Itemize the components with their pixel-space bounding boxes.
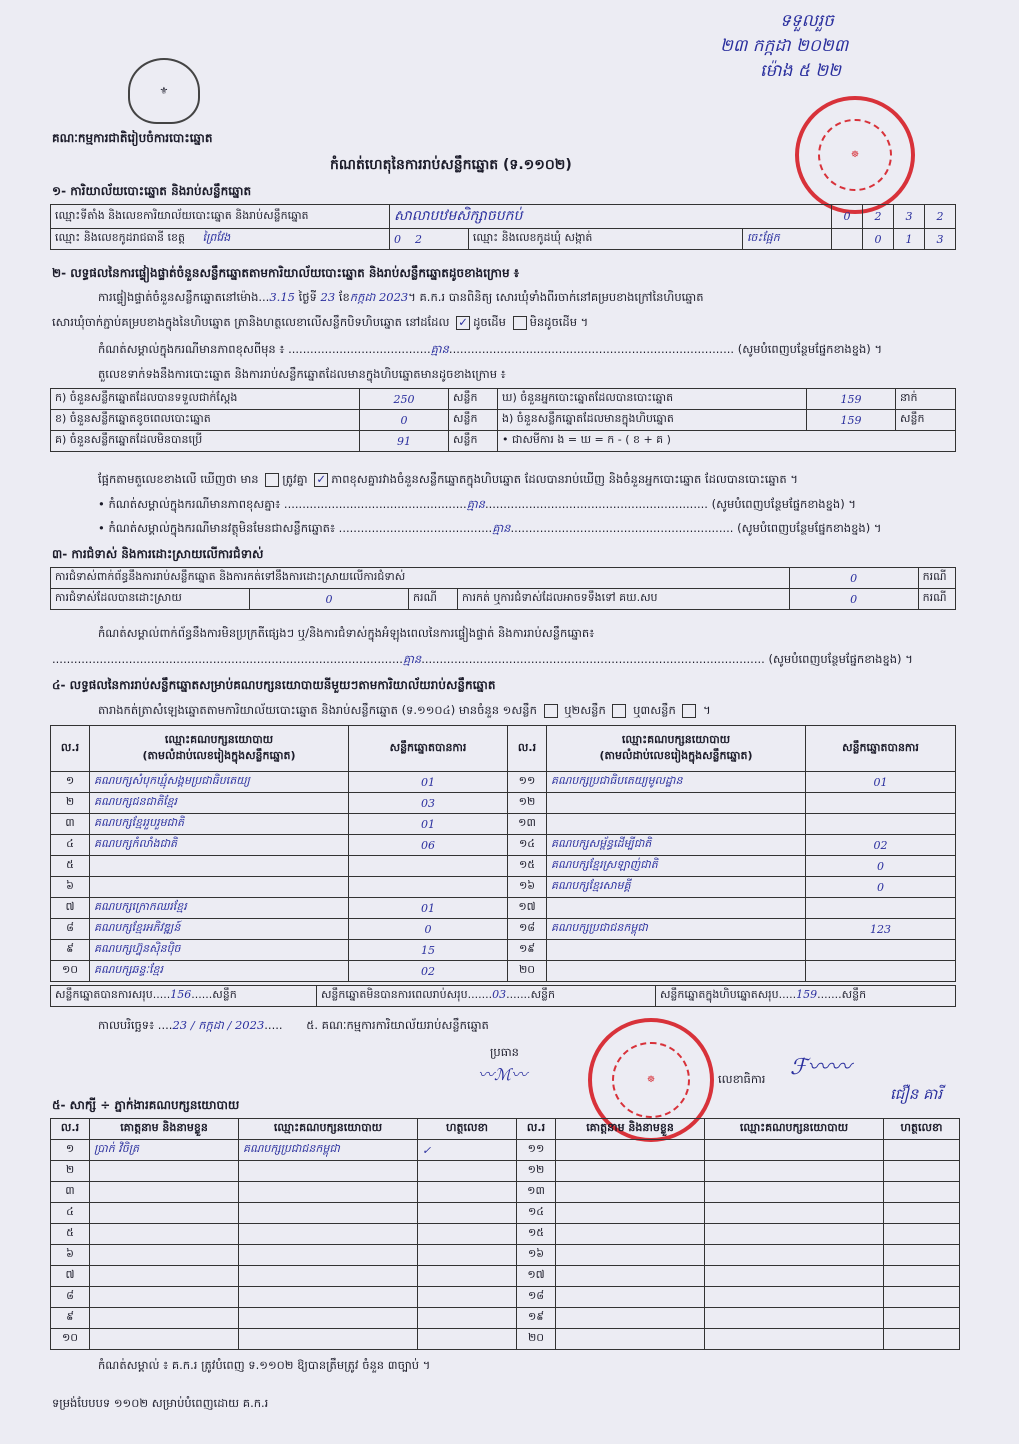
row-number: ១៨ — [508, 919, 547, 940]
witness-party — [239, 1266, 418, 1287]
row-number: ១៥ — [508, 856, 547, 877]
witness-party — [239, 1329, 418, 1350]
row-number: ១៧ — [517, 1266, 556, 1287]
party-votes — [806, 898, 956, 919]
discrepancy-note: • កំណត់សម្គាល់ក្នុងករណីមានភាពខុសគ្នា៖ ..................................................គ្មាន............................................................. (សូមបំពេញបន្ថែមផ្នែកខាងខ្នង) ។ — [98, 497, 856, 511]
commune-code-digit: 3 — [925, 229, 956, 250]
witness-signature — [418, 1203, 517, 1224]
vote-row — [51, 793, 956, 814]
figures-row: ក) ចំនួនសន្លឹកឆ្នោតដែលបានទទួលជាក់ស្តែង 250 សន្លឹក ឃ) ចំនួនអ្នកបោះឆ្នោតដែលបានបោះឆ្នោត 159 នាក់ — [51, 389, 956, 410]
witness-signature — [884, 1182, 960, 1203]
row-number: ១៦ — [508, 877, 547, 898]
witness-signature — [884, 1161, 960, 1182]
witness-party — [705, 1266, 884, 1287]
vote-row — [51, 919, 956, 940]
witness-name — [556, 1266, 705, 1287]
office-code-digit: 3 — [894, 205, 925, 229]
party-name: គណបក្សឆន្ទៈខ្មែរ — [90, 961, 349, 982]
total-invalid: សន្លឹកឆ្នោតមិនបានការពេលរាប់សរុប.......03.......សន្លឹក — [316, 986, 655, 1007]
vote-row — [51, 856, 956, 877]
vote-row — [51, 772, 956, 793]
party-name: គណបក្សខ្មែរស្រឡាញ់ជាតិ — [547, 856, 806, 877]
section5-heading: ៥- សាក្សី ÷ ភ្នាក់ងារគណបក្សនយោបាយ — [52, 1098, 240, 1112]
row-number: ៥ — [51, 856, 90, 877]
witness-name — [556, 1203, 705, 1224]
vote-row — [51, 877, 956, 898]
row-number: ១៧ — [508, 898, 547, 919]
witness-party — [705, 1308, 884, 1329]
checkbox-two-sheets[interactable] — [612, 704, 626, 718]
witness-signature — [418, 1287, 517, 1308]
figures-row: ខ) ចំនួនសន្លឹកឆ្នោតខូចពេលបោះឆ្នោត 0 សន្លឹក ង) ចំនួនសន្លឹកឆ្នោតដែលមានក្នុងហិបឆ្នោត 159 សន្លឹក — [51, 410, 956, 431]
foreign-object-note: • កំណត់សម្គាល់ក្នុងករណីមានវត្ថុមិនមែនជាសន្លឹកឆ្នោត៖ ..........................................គ្មាន............................................................. (សូមបំពេញបន្ថែមផ្នែកខាងខ្នង) ។ — [98, 521, 882, 535]
witness-party — [239, 1161, 418, 1182]
witness-name — [556, 1161, 705, 1182]
party-votes: 0 — [806, 877, 956, 898]
commune-label: ឈ្មោះ និងលេខកូដឃុំ សង្កាត់ — [468, 229, 742, 250]
witness-name — [90, 1308, 239, 1329]
witness-party — [239, 1224, 418, 1245]
witness-signature — [884, 1245, 960, 1266]
witness-party — [705, 1329, 884, 1350]
row-number: ១០ — [51, 961, 90, 982]
row-number: ៩ — [51, 1308, 90, 1329]
party-name — [90, 877, 349, 898]
party-votes: 0 — [349, 919, 508, 940]
chair-label: ប្រធាន — [490, 1045, 519, 1059]
votes-table: ល.រ ឈ្មោះគណបក្សនយោបាយ (តាមលំដាប់លេខរៀងក្នុងសន្លឹកឆ្នោត) សន្លឹកឆ្នោតបានការ ល.រ ឈ្មោះគណបក្សនយោបាយ (តាមលំដាប់លេខរៀងក្នុងសន្លឹកឆ្នោត) សន្លឹកឆ្នោតបានការ ១ គណបក្សសំបុកឃ្មុំសង្គមប្រជាធិបតេយ្យ 01 ១១ គណបក្សប្រជាធិបតេយ្យមូលដ្ឋាន 01 ២ គណបក្សជនជាតិខ្មែរ 03 ១២ ៣ គណបក្សខ្មែររួបរួមជាតិ 01 ១៣ ៤ គណបក្សកំលាំងជាតិ 06 ១៤ គណបក្សសម្ព័ន្ធដើម្បីជាតិ 02 ៥ ១៥ គណបក្សខ្មែរស្រឡាញ់ជាតិ 0 ៦ ១៦ គណបក្សខ្មែរសាមគ្គី 0 ៧ គណបក្សក្រោកឈរខ្មែរ 01 ១៧ ៨ គណបក្សខ្មែរអភិវឌ្ឍន៍ 0 ១៨ គណបក្សប្រជាជនកម្ពុជា 123 ៩ គណបក្សហ្វ៊ុនស៊ិនប៉ិច 15 ១៩ ១០ គណបក្សឆន្ទៈខ្មែរ 02 ២០ — [50, 725, 956, 982]
row-number: ៤ — [51, 835, 90, 856]
witness-party — [705, 1224, 884, 1245]
witness-name — [90, 1182, 239, 1203]
row-number: ២ — [51, 793, 90, 814]
row-number: ១៩ — [508, 940, 547, 961]
witness-row — [51, 1182, 960, 1203]
party-votes — [806, 940, 956, 961]
party-votes: 06 — [349, 835, 508, 856]
party-votes: 15 — [349, 940, 508, 961]
checkbox-different[interactable] — [513, 316, 527, 330]
commune-code-digit: 0 — [863, 229, 894, 250]
row-number: ៥ — [51, 1224, 90, 1245]
verification-line: ការផ្ទៀងផ្ទាត់ចំនួនសន្លឹកឆ្នោតនៅម៉ោង...3.15 ថ្ងៃទី 23 ខែកក្កដា 2023។ គ.ក.រ បានពិនិត្យ សោរឃុំទាំងពីរចាក់នៅគម្របខាងក្រៅនៃហិបឆ្នោត — [98, 290, 704, 304]
totals-table — [50, 985, 956, 1007]
org-name: គណៈកម្មការជាតិរៀបចំការបោះឆ្នោត — [52, 131, 213, 145]
figures-table — [50, 388, 956, 452]
witness-name — [556, 1308, 705, 1329]
witness-signature — [884, 1287, 960, 1308]
witness-name — [90, 1329, 239, 1350]
witness-party — [705, 1203, 884, 1224]
row-number: ៧ — [51, 898, 90, 919]
row-number: ៤ — [51, 1203, 90, 1224]
secretary-name: ជឿន គារី — [890, 1085, 943, 1103]
vote-row — [51, 961, 956, 982]
row-number: ១១ — [508, 772, 547, 793]
commune-value: ចេះផ្អែក — [742, 229, 831, 250]
complaints-table: ការជំទាស់ពាក់ព័ន្ធនឹងការរាប់សន្លឹកឆ្នោត និងការកត់ទៅនឹងការដោះស្រាយលើការជំទាស់ 0 ករណី ការជំទាស់ដែលបានដោះស្រាយ 0 ករណី ការកត់ ឬការជំទាស់ដែលអាចទទឹងទៅ គឃ.សប 0 ករណី — [50, 567, 956, 610]
checkbox-same[interactable]: ✓ — [456, 316, 470, 330]
received-note: ទទួលរួច ២៣ កក្កដា ២០២៣ ម៉ោង ៥ ២២ — [720, 11, 849, 81]
witness-row — [51, 1287, 960, 1308]
party-votes: 02 — [806, 835, 956, 856]
checkbox-match[interactable] — [265, 473, 279, 487]
party-votes — [349, 856, 508, 877]
party-name: គណបក្សខ្មែររួបរួមជាតិ — [90, 814, 349, 835]
row-number: ១ — [51, 772, 90, 793]
party-votes — [349, 877, 508, 898]
figures-row: គ) ចំនួនសន្លឹកឆ្នោតដែលមិនបានប្រើ 91 សន្លឹក • ជាសមីការ ង = ឃ = ក - ( ខ + គ ) — [51, 431, 956, 452]
party-name — [547, 793, 806, 814]
row-number: ៦ — [51, 877, 90, 898]
party-votes: 123 — [806, 919, 956, 940]
total-in-box: សន្លឹកឆ្នោតក្នុងហិបឆ្នោតសរុប.....159.......សន្លឹក — [655, 986, 955, 1007]
witness-name — [90, 1161, 239, 1182]
province-code: 0 2 — [390, 229, 469, 250]
row-number: ១៥ — [517, 1224, 556, 1245]
office-code-digit: 0 — [832, 205, 863, 229]
row-number: ១៤ — [508, 835, 547, 856]
date-line: កាលបរិច្ឆេទ៖ ....23 / កក្កដា / 2023..... ៥. គណៈកម្មការការិយាល័យរាប់សន្លឹកឆ្នោត — [98, 1018, 489, 1032]
witness-name — [90, 1287, 239, 1308]
party-name: គណបក្សប្រជាជនកម្ពុជា — [547, 919, 806, 940]
section1-heading: ១- ការិយាល័យបោះឆ្នោត និងរាប់សន្លឹកឆ្នោត — [52, 184, 252, 198]
row-number: ១ — [51, 1140, 90, 1161]
row-number: ១៩ — [517, 1308, 556, 1329]
official-stamp-bottom: ☸ — [588, 1018, 714, 1142]
checkbox-three-sheets[interactable] — [682, 704, 696, 718]
irregularity-value: ................................................................................................គ្មាន.............................................................................................. (សូមបំពេញបន្ថែមផ្នែកខាងខ្នង) ។ — [52, 652, 913, 666]
witness-party — [705, 1245, 884, 1266]
seal-line: សោរឃុំចាក់ភ្ជាប់គម្របខាងក្នុងនៃហិបឆ្នោត ត្រានិងហត្ថលេខាលើសន្លឹកបិទហិបឆ្នោត នៅដដែល ✓ ដូចដើម មិនដូចដើម ។ — [52, 314, 589, 329]
row-number: ៨ — [51, 919, 90, 940]
office-code-digit: 2 — [863, 205, 894, 229]
witness-row — [51, 1308, 960, 1329]
row-number: ២ — [51, 1161, 90, 1182]
party-name: គណបក្សកំលាំងជាតិ — [90, 835, 349, 856]
secretary-label: លេខាធិការ — [718, 1072, 766, 1086]
row-number: ១១ — [517, 1140, 556, 1161]
witness-table: ល.រ គោត្តនាម និងនាមខ្លួន ឈ្មោះគណបក្សនយោបាយ ហត្ថលេខា ល.រ គោត្តនាម និងនាមខ្លួន ឈ្មោះគណបក្សនយោបាយ ហត្ថលេខា ១ ប្រាក់ វិចិត្រ គណបក្សប្រជាជនកម្ពុជា ✓ ១១ ២ ១២ ៣ ១៣ ៤ ១៤ ៥ ១៥ ៦ ១៦ ៧ ១៧ ៨ ១៨ ៩ ១៩ ១០ ២០ — [50, 1118, 960, 1350]
party-name: គណបក្សក្រោកឈរខ្មែរ — [90, 898, 349, 919]
witness-name — [556, 1224, 705, 1245]
vote-row — [51, 814, 956, 835]
witness-signature — [884, 1140, 960, 1161]
checkbox-one-sheet[interactable] — [544, 704, 558, 718]
witness-party — [239, 1245, 418, 1266]
witness-signature — [418, 1245, 517, 1266]
chair-signature: 〰ℳ〰 — [478, 1065, 528, 1084]
witness-name — [556, 1329, 705, 1350]
witness-signature — [418, 1266, 517, 1287]
footer-note: កំណត់សម្គាល់ ៖ គ.ក.រ ត្រូវបំពេញ ទ.១១០២ ឱ្យបានត្រឹមត្រូវ ចំនួន ៣ច្បាប់ ។ — [98, 1358, 431, 1372]
witness-name — [90, 1224, 239, 1245]
party-name: គណបក្សហ្វ៊ុនស៊ិនប៉ិច — [90, 940, 349, 961]
party-votes: 0 — [806, 856, 956, 877]
office-info-table — [50, 204, 956, 250]
party-name: គណបក្សខ្មែរអភិវឌ្ឍន៍ — [90, 919, 349, 940]
witness-signature — [884, 1203, 960, 1224]
witness-party — [239, 1182, 418, 1203]
witness-party — [705, 1161, 884, 1182]
row-number: ៧ — [51, 1266, 90, 1287]
row-number: ១៨ — [517, 1287, 556, 1308]
witness-signature — [418, 1224, 517, 1245]
party-votes: 01 — [349, 772, 508, 793]
office-value: សាលាបឋមសិក្សាចបកប់ — [390, 205, 832, 229]
party-name — [90, 856, 349, 877]
consistency-line: ផ្អែកតាមតួលេខខាងលើ ឃើញថា មាន ត្រូវគ្នា ✓ ភាពខុសគ្នារវាងចំនួនសន្លឹកឆ្នោតក្នុងហិបឆ្នោត ដែលបានរាប់ឃើញ និងចំនួនអ្នកបោះឆ្នោត ដែលបានបោះឆ្នោត ។ — [98, 471, 798, 486]
witness-signature — [418, 1182, 517, 1203]
row-number: ៩ — [51, 940, 90, 961]
witness-name — [556, 1245, 705, 1266]
party-votes: 03 — [349, 793, 508, 814]
party-votes: 01 — [349, 814, 508, 835]
party-votes: 02 — [349, 961, 508, 982]
witness-row — [51, 1140, 960, 1161]
witness-name — [90, 1203, 239, 1224]
witness-party — [705, 1287, 884, 1308]
commune-code-digit: 1 — [894, 229, 925, 250]
party-votes — [806, 961, 956, 982]
total-valid: សន្លឹកឆ្នោតបានការសរុប.....156......សន្លឹក — [51, 986, 317, 1007]
witness-party — [239, 1287, 418, 1308]
row-number: ១៦ — [517, 1245, 556, 1266]
witness-signature — [418, 1161, 517, 1182]
row-number: ១០ — [51, 1329, 90, 1350]
office-code-digit: 2 — [925, 205, 956, 229]
section3-heading: ៣- ការជំទាស់ និងការដោះស្រាយលើការជំទាស់ — [52, 547, 264, 561]
vote-row — [51, 940, 956, 961]
witness-signature — [884, 1224, 960, 1245]
official-stamp-top: ☸ — [795, 96, 915, 214]
witness-signature — [884, 1266, 960, 1287]
party-name: គណបក្សប្រជាធិបតេយ្យមូលដ្ឋាន — [547, 772, 806, 793]
province-label: ឈ្មោះ និងលេខកូដរាជធានី ខេត្ត ព្រៃវែង — [51, 229, 390, 250]
section4-heading: ៤- លទ្ធផលនៃការរាប់សន្លឹកឆ្នោតសម្រាប់គណបក្សនយោបាយនីមួយៗតាមការិយាល័យរាប់សន្លឹកឆ្នោត — [52, 678, 496, 692]
witness-name — [90, 1245, 239, 1266]
witness-signature: ✓ — [418, 1140, 517, 1161]
party-name: គណបក្សសម្ព័ន្ធដើម្បីជាតិ — [547, 835, 806, 856]
witness-party — [239, 1308, 418, 1329]
form-title: កំណត់ហេតុនៃការរាប់សន្លឹកឆ្នោត (ទ.១១០២) — [330, 157, 572, 173]
row-number: ៨ — [51, 1287, 90, 1308]
witness-signature — [418, 1308, 517, 1329]
nec-emblem-icon: ⚜ — [128, 58, 200, 124]
row-number: ១២ — [517, 1161, 556, 1182]
party-name — [547, 940, 806, 961]
witness-party — [239, 1203, 418, 1224]
row-number: ១៤ — [517, 1203, 556, 1224]
party-name — [547, 898, 806, 919]
witness-row — [51, 1329, 960, 1350]
office-label: ឈ្មោះទីតាំង និងលេខការិយាល័យបោះឆ្នោត និងរាប់សន្លឹកឆ្នោត — [51, 205, 390, 229]
difference-note: កំណត់សម្គាល់ក្នុងករណីមានភាពខុសពីមុន ៖ .......................................គ្មាន.............................................................................. (សូមបំពេញបន្ថែមផ្នែកខាងខ្នង) ។ — [98, 342, 883, 356]
witness-row — [51, 1161, 960, 1182]
row-number: ១៣ — [508, 814, 547, 835]
irregularity-note: កំណត់សម្គាល់ពាក់ព័ន្ធនឹងការមិនប្រក្រតីផ្សេងៗ ឬ/និងការជំទាស់ក្នុងអំឡុងពេលនៃការផ្ទៀងផ្ទាត់ និងការរាប់សន្លឹកឆ្នោត៖ — [98, 626, 595, 640]
witness-name — [556, 1182, 705, 1203]
figures-intro: តួលេខទាក់ទងនឹងការបោះឆ្នោត និងការរាប់សន្លឹកឆ្នោតដែលមានក្នុងហិបឆ្នោតមានដូចខាងក្រោម ៖ — [98, 367, 506, 381]
vote-row — [51, 898, 956, 919]
row-number: ២០ — [508, 961, 547, 982]
party-votes — [806, 793, 956, 814]
witness-row — [51, 1245, 960, 1266]
party-votes — [806, 814, 956, 835]
row-number: ៣ — [51, 814, 90, 835]
witness-row — [51, 1224, 960, 1245]
witness-row — [51, 1266, 960, 1287]
party-votes: 01 — [349, 898, 508, 919]
witness-name: ប្រាក់ វិចិត្រ — [90, 1140, 239, 1161]
witness-signature — [418, 1329, 517, 1350]
secretary-signature: ℱ〰〰 — [790, 1055, 852, 1080]
witness-party: គណបក្សប្រជាជនកម្ពុជា — [239, 1140, 418, 1161]
row-number: ១៣ — [517, 1182, 556, 1203]
section2-heading: ២- លទ្ធផលនៃការផ្ទៀងផ្ទាត់ចំនួនសន្លឹកឆ្នោតតាមការិយាល័យបោះឆ្នោត និងរាប់សន្លឹកឆ្នោតដូចខាងក្រោម ៖ — [52, 266, 520, 280]
vote-row — [51, 835, 956, 856]
party-name: គណបក្សសំបុកឃ្មុំសង្គមប្រជាធិបតេយ្យ — [90, 772, 349, 793]
party-votes: 01 — [806, 772, 956, 793]
row-number: ៣ — [51, 1182, 90, 1203]
witness-signature — [884, 1329, 960, 1350]
witness-party — [705, 1182, 884, 1203]
row-number: ៦ — [51, 1245, 90, 1266]
party-name: គណបក្សខ្មែរសាមគ្គី — [547, 877, 806, 898]
footer-form-ref: ទម្រង់បែបបទ ១១០២ សម្រាប់បំពេញដោយ គ.ក.រ — [52, 1396, 269, 1410]
witness-name — [556, 1287, 705, 1308]
witness-party — [705, 1140, 884, 1161]
witness-row — [51, 1203, 960, 1224]
tally-sheet-count: តារាងកត់ត្រាសំឡេងឆ្នោតតាមការិយាល័យបោះឆ្នោត និងរាប់សន្លឹកឆ្នោត (ទ.១១០៤) មានចំនួន ១សន្លឹក ឬ២សន្លឹក ឬ៣សន្លឹក ។ — [98, 703, 711, 717]
witness-signature — [884, 1308, 960, 1329]
row-number: ២០ — [517, 1329, 556, 1350]
witness-name — [556, 1140, 705, 1161]
row-number: ១២ — [508, 793, 547, 814]
checkbox-discrepancy[interactable]: ✓ — [314, 473, 328, 487]
witness-name — [90, 1266, 239, 1287]
party-name: គណបក្សជនជាតិខ្មែរ — [90, 793, 349, 814]
party-name — [547, 814, 806, 835]
party-name — [547, 961, 806, 982]
